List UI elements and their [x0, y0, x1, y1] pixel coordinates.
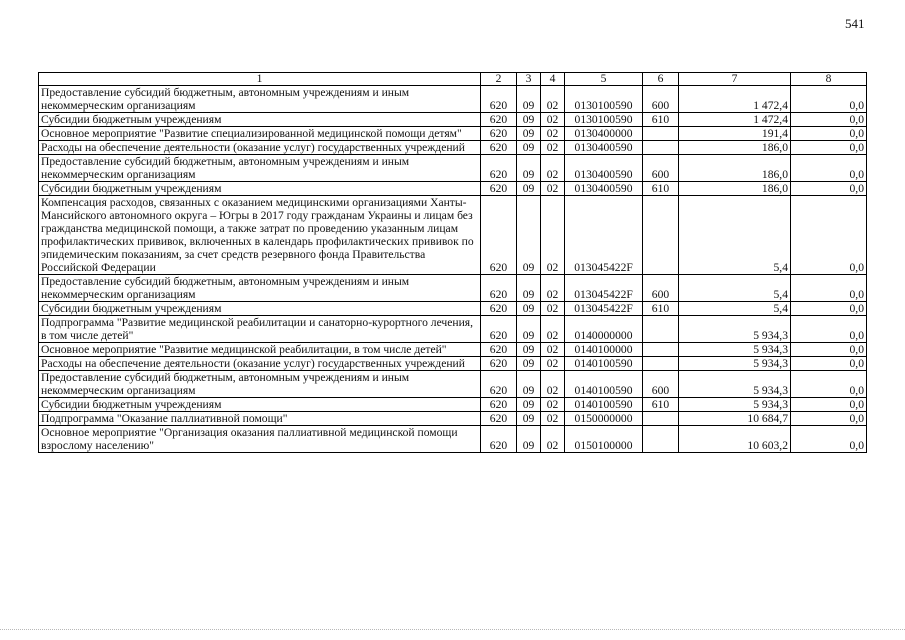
row-amount-2: 0,0	[791, 357, 867, 371]
row-subsection: 02	[541, 412, 565, 426]
row-target-article: 0130400590	[565, 141, 643, 155]
row-expense-type: 610	[643, 398, 679, 412]
table-row	[39, 371, 867, 398]
table-row	[39, 357, 867, 371]
row-section: 09	[517, 426, 541, 453]
row-admin-code: 620	[481, 113, 517, 127]
row-admin-code: 620	[481, 182, 517, 196]
row-amount: 10 603,2	[679, 426, 791, 453]
row-admin-code: 620	[481, 127, 517, 141]
row-amount: 186,0	[679, 155, 791, 182]
row-amount: 5,4	[679, 196, 791, 275]
table-row	[39, 196, 867, 275]
row-expense-type: 600	[643, 371, 679, 398]
row-subsection: 02	[541, 141, 565, 155]
row-section: 09	[517, 412, 541, 426]
row-expense-type	[643, 426, 679, 453]
row-expense-type	[643, 316, 679, 343]
row-section: 09	[517, 113, 541, 127]
budget-table	[38, 72, 867, 453]
row-admin-code: 620	[481, 412, 517, 426]
row-subsection: 02	[541, 86, 565, 113]
row-amount: 186,0	[679, 182, 791, 196]
row-amount: 10 684,7	[679, 412, 791, 426]
row-amount-2: 0,0	[791, 182, 867, 196]
row-subsection: 02	[541, 155, 565, 182]
row-subsection: 02	[541, 182, 565, 196]
row-subsection: 02	[541, 426, 565, 453]
row-expense-type	[643, 196, 679, 275]
row-amount-2: 0,0	[791, 412, 867, 426]
row-section: 09	[517, 398, 541, 412]
row-name: Субсидии бюджетным учреждениям	[39, 113, 481, 127]
row-target-article: 0150100000	[565, 426, 643, 453]
row-admin-code: 620	[481, 302, 517, 316]
row-amount-2: 0,0	[791, 343, 867, 357]
row-name: Предоставление субсидий бюджетным, автономным учреждениям и иным некоммерческим организациям	[39, 86, 481, 113]
row-target-article: 0140100590	[565, 371, 643, 398]
table-row	[39, 426, 867, 453]
col-header-1: 1	[39, 73, 481, 86]
row-amount: 5,4	[679, 302, 791, 316]
row-name: Субсидии бюджетным учреждениям	[39, 398, 481, 412]
col-header-8: 8	[791, 73, 867, 86]
row-section: 09	[517, 182, 541, 196]
table-row	[39, 182, 867, 196]
row-amount-2: 0,0	[791, 426, 867, 453]
row-subsection: 02	[541, 371, 565, 398]
row-target-article: 0130400000	[565, 127, 643, 141]
table-row	[39, 155, 867, 182]
row-section: 09	[517, 357, 541, 371]
row-target-article: 013045422F	[565, 302, 643, 316]
table-row	[39, 398, 867, 412]
table-row	[39, 275, 867, 302]
table-body	[39, 86, 867, 453]
table-row	[39, 127, 867, 141]
row-amount: 1 472,4	[679, 86, 791, 113]
row-name: Подпрограмма "Развитие медицинской реабилитации и санаторно-курортного лечения, в том числе детей"	[39, 316, 481, 343]
row-amount: 5 934,3	[679, 316, 791, 343]
row-expense-type: 610	[643, 113, 679, 127]
row-name: Предоставление субсидий бюджетным, автономным учреждениям и иным некоммерческим организациям	[39, 275, 481, 302]
row-amount: 5 934,3	[679, 398, 791, 412]
row-amount: 5,4	[679, 275, 791, 302]
row-subsection: 02	[541, 357, 565, 371]
row-target-article: 0140000000	[565, 316, 643, 343]
row-target-article: 0130100590	[565, 113, 643, 127]
row-admin-code: 620	[481, 275, 517, 302]
row-admin-code: 620	[481, 371, 517, 398]
row-expense-type: 600	[643, 86, 679, 113]
col-header-2: 2	[481, 73, 517, 86]
row-amount-2: 0,0	[791, 155, 867, 182]
row-section: 09	[517, 86, 541, 113]
row-expense-type	[643, 412, 679, 426]
row-name: Субсидии бюджетным учреждениям	[39, 182, 481, 196]
row-admin-code: 620	[481, 155, 517, 182]
row-amount-2: 0,0	[791, 127, 867, 141]
table-row	[39, 316, 867, 343]
row-section: 09	[517, 371, 541, 398]
table-row	[39, 141, 867, 155]
row-amount: 1 472,4	[679, 113, 791, 127]
table-row	[39, 113, 867, 127]
col-header-5: 5	[565, 73, 643, 86]
page-number: 541	[845, 16, 865, 31]
row-name: Расходы на обеспечение деятельности (оказание услуг) государственных учреждений	[39, 141, 481, 155]
row-expense-type	[643, 343, 679, 357]
row-amount: 5 934,3	[679, 371, 791, 398]
col-header-6: 6	[643, 73, 679, 86]
row-expense-type	[643, 357, 679, 371]
row-amount-2: 0,0	[791, 316, 867, 343]
table-row	[39, 86, 867, 113]
row-section: 09	[517, 316, 541, 343]
row-section: 09	[517, 196, 541, 275]
row-admin-code: 620	[481, 357, 517, 371]
row-section: 09	[517, 127, 541, 141]
row-expense-type: 610	[643, 182, 679, 196]
row-target-article: 0130400590	[565, 182, 643, 196]
row-section: 09	[517, 343, 541, 357]
row-target-article: 013045422F	[565, 196, 643, 275]
row-expense-type: 610	[643, 302, 679, 316]
col-header-7: 7	[679, 73, 791, 86]
row-amount-2: 0,0	[791, 302, 867, 316]
table-row	[39, 302, 867, 316]
row-target-article: 0140100000	[565, 343, 643, 357]
row-subsection: 02	[541, 275, 565, 302]
row-amount: 186,0	[679, 141, 791, 155]
row-admin-code: 620	[481, 343, 517, 357]
col-header-3: 3	[517, 73, 541, 86]
row-target-article: 013045422F	[565, 275, 643, 302]
row-subsection: 02	[541, 343, 565, 357]
row-amount: 5 934,3	[679, 357, 791, 371]
row-amount-2: 0,0	[791, 86, 867, 113]
row-name: Основное мероприятие "Развитие медицинской реабилитации, в том числе детей"	[39, 343, 481, 357]
row-expense-type: 600	[643, 275, 679, 302]
row-section: 09	[517, 155, 541, 182]
row-amount-2: 0,0	[791, 113, 867, 127]
table-row	[39, 343, 867, 357]
row-section: 09	[517, 275, 541, 302]
row-name: Основное мероприятие "Развитие специализированной медицинской помощи детям"	[39, 127, 481, 141]
row-name: Предоставление субсидий бюджетным, автономным учреждениям и иным некоммерческим организациям	[39, 371, 481, 398]
row-amount: 5 934,3	[679, 343, 791, 357]
row-subsection: 02	[541, 302, 565, 316]
row-target-article: 0130100590	[565, 86, 643, 113]
row-target-article: 0140100590	[565, 398, 643, 412]
row-admin-code: 620	[481, 426, 517, 453]
row-admin-code: 620	[481, 316, 517, 343]
row-amount-2: 0,0	[791, 371, 867, 398]
row-subsection: 02	[541, 113, 565, 127]
row-amount-2: 0,0	[791, 398, 867, 412]
row-subsection: 02	[541, 398, 565, 412]
row-name: Расходы на обеспечение деятельности (оказание услуг) государственных учреждений	[39, 357, 481, 371]
row-admin-code: 620	[481, 141, 517, 155]
header-row	[39, 73, 867, 86]
row-admin-code: 620	[481, 196, 517, 275]
scan-edge-line	[0, 629, 905, 630]
row-amount: 191,4	[679, 127, 791, 141]
row-subsection: 02	[541, 316, 565, 343]
row-section: 09	[517, 141, 541, 155]
row-amount-2: 0,0	[791, 275, 867, 302]
col-header-4: 4	[541, 73, 565, 86]
row-amount-2: 0,0	[791, 141, 867, 155]
row-expense-type	[643, 141, 679, 155]
row-subsection: 02	[541, 196, 565, 275]
row-section: 09	[517, 302, 541, 316]
row-name: Основное мероприятие "Организация оказания паллиативной медицинской помощи взрослому населению"	[39, 426, 481, 453]
row-admin-code: 620	[481, 86, 517, 113]
row-target-article: 0150000000	[565, 412, 643, 426]
row-name: Субсидии бюджетным учреждениям	[39, 302, 481, 316]
row-target-article: 0140100590	[565, 357, 643, 371]
table-row	[39, 412, 867, 426]
row-name: Подпрограмма "Оказание паллиативной помощи"	[39, 412, 481, 426]
row-expense-type	[643, 127, 679, 141]
row-amount-2: 0,0	[791, 196, 867, 275]
row-admin-code: 620	[481, 398, 517, 412]
row-expense-type: 600	[643, 155, 679, 182]
row-name: Компенсация расходов, связанных с оказанием медицинскими организациями Ханты-Мансийского автономного округа – Югры в 2017 году гражданам Украины и лицам без гражданства медицинской помощи, а также затрат по проведению указанным лицам профилактических прививок, включенных в календарь профилактических прививок по эпидемическим показаниям, за счет средств резервного фонда Правительства Российской Федерации	[39, 196, 481, 275]
row-name: Предоставление субсидий бюджетным, автономным учреждениям и иным некоммерческим организациям	[39, 155, 481, 182]
row-subsection: 02	[541, 127, 565, 141]
row-target-article: 0130400590	[565, 155, 643, 182]
